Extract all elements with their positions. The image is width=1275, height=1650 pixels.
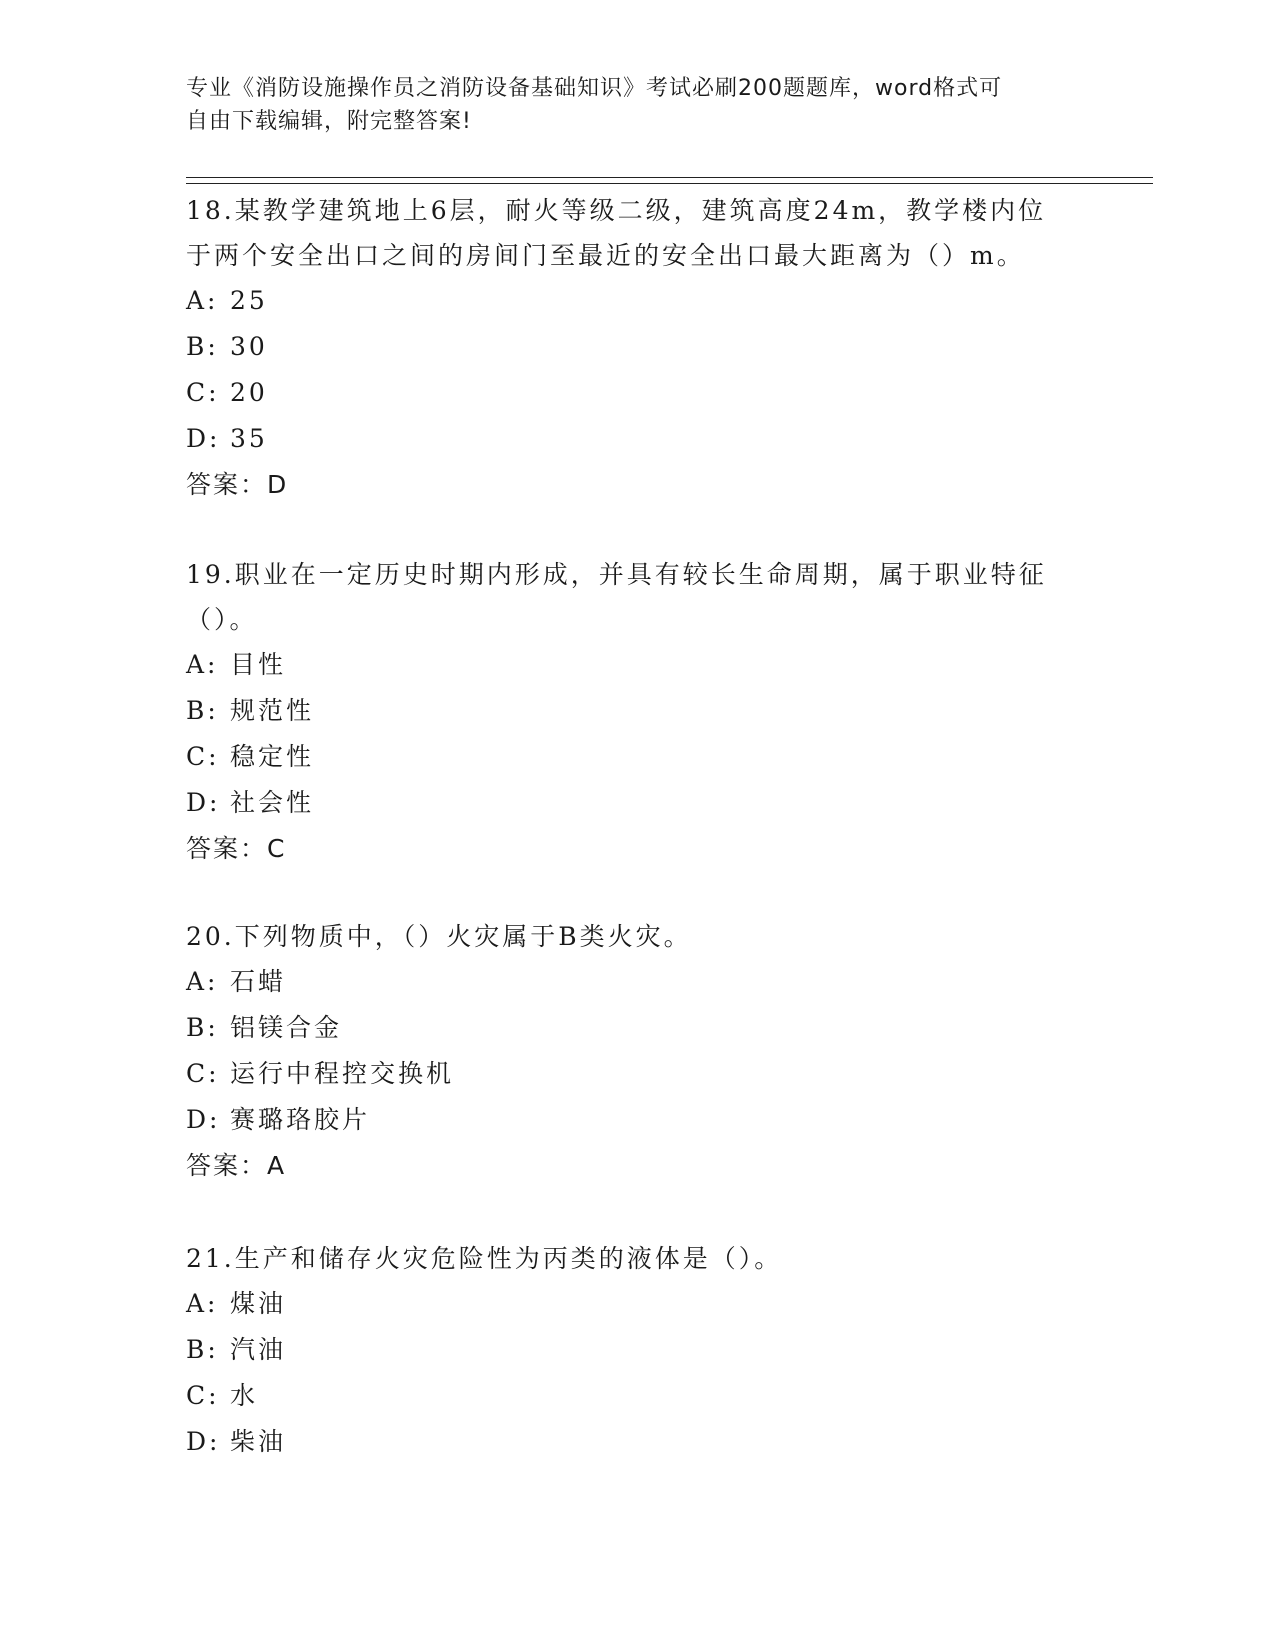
- option-c: [186, 1051, 1086, 1097]
- answer-line: 答案：D: [186, 470, 289, 499]
- question-20: [186, 914, 1086, 1189]
- option-value: 运行中程控交换机: [230, 1059, 455, 1088]
- option-value: 稳定性: [230, 742, 315, 771]
- option-value: 柴油: [230, 1427, 287, 1456]
- option-c: [186, 734, 1086, 780]
- option-b: [186, 1327, 1086, 1373]
- header-divider-bottom: [186, 183, 1153, 184]
- question-text-line-2: 于两个安全出口之间的房间门至最近的安全出口最大距离为（）m。: [186, 241, 1025, 270]
- option-a: [186, 642, 1086, 688]
- option-value: 社会性: [230, 788, 315, 817]
- option-c: [186, 370, 1086, 416]
- option-key: A:: [186, 1289, 219, 1318]
- option-value: 规范性: [230, 696, 315, 725]
- option-value: 目性: [230, 650, 287, 679]
- option-b: [186, 688, 1086, 734]
- option-d: [186, 1097, 1086, 1143]
- option-key: C:: [186, 742, 220, 771]
- option-key: D:: [186, 1427, 221, 1456]
- question-19: [186, 552, 1086, 872]
- header-title-line-2: 自由下载编辑，附完整答案!: [186, 109, 472, 134]
- question-21: [186, 1236, 1086, 1465]
- option-key: C:: [186, 378, 220, 407]
- option-key: B:: [186, 1335, 219, 1364]
- option-value: 35: [230, 424, 268, 453]
- question-text-line-1: 19.职业在一定历史时期内形成，并具有较长生命周期，属于职业特征: [186, 560, 1047, 589]
- question-text: [186, 188, 1086, 278]
- answer-line: 答案：A: [186, 1151, 287, 1180]
- option-a: [186, 959, 1086, 1005]
- option-key: D:: [186, 788, 221, 817]
- question-text-line-2: （）。: [186, 605, 258, 634]
- option-b: [186, 1005, 1086, 1051]
- option-value: 赛璐珞胶片: [230, 1105, 371, 1134]
- option-value: 25: [230, 286, 268, 315]
- question-text-line-1: 18.某教学建筑地上6层，耐火等级二级，建筑高度24m，教学楼内位: [186, 196, 1047, 225]
- option-key: A:: [186, 286, 219, 315]
- option-value: 30: [230, 332, 268, 361]
- option-b: [186, 324, 1086, 370]
- header-divider-top: [186, 177, 1153, 178]
- option-key: D:: [186, 1105, 221, 1134]
- option-a: [186, 1281, 1086, 1327]
- option-d: [186, 416, 1086, 462]
- question-text-line-1: 21.生产和储存火灾危险性为丙类的液体是（）。: [186, 1244, 783, 1273]
- option-key: B:: [186, 1013, 219, 1042]
- option-value: 石蜡: [230, 967, 287, 996]
- document-header: [186, 72, 1066, 138]
- option-key: B:: [186, 332, 219, 361]
- question-text: [186, 552, 1086, 642]
- question-18: [186, 188, 1086, 508]
- option-key: B:: [186, 696, 219, 725]
- option-d: [186, 1419, 1086, 1465]
- option-c: [186, 1373, 1086, 1419]
- question-text: [186, 1236, 1086, 1281]
- header-title-line-1: 专业《消防设施操作员之消防设备基础知识》考试必刷200题题库，word格式可: [186, 76, 1003, 101]
- option-key: A:: [186, 967, 219, 996]
- option-a: [186, 278, 1086, 324]
- option-key: A:: [186, 650, 219, 679]
- option-key: D:: [186, 424, 221, 453]
- option-d: [186, 780, 1086, 826]
- answer-line: 答案：C: [186, 834, 287, 863]
- question-text-line-1: 20.下列物质中，（）火灾属于B类火灾。: [186, 922, 692, 951]
- option-value: 水: [230, 1381, 259, 1410]
- option-value: 煤油: [230, 1289, 287, 1318]
- question-text: [186, 914, 1086, 959]
- option-key: C:: [186, 1381, 220, 1410]
- option-value: 20: [230, 378, 268, 407]
- option-key: C:: [186, 1059, 220, 1088]
- option-value: 铝镁合金: [230, 1013, 343, 1042]
- option-value: 汽油: [230, 1335, 287, 1364]
